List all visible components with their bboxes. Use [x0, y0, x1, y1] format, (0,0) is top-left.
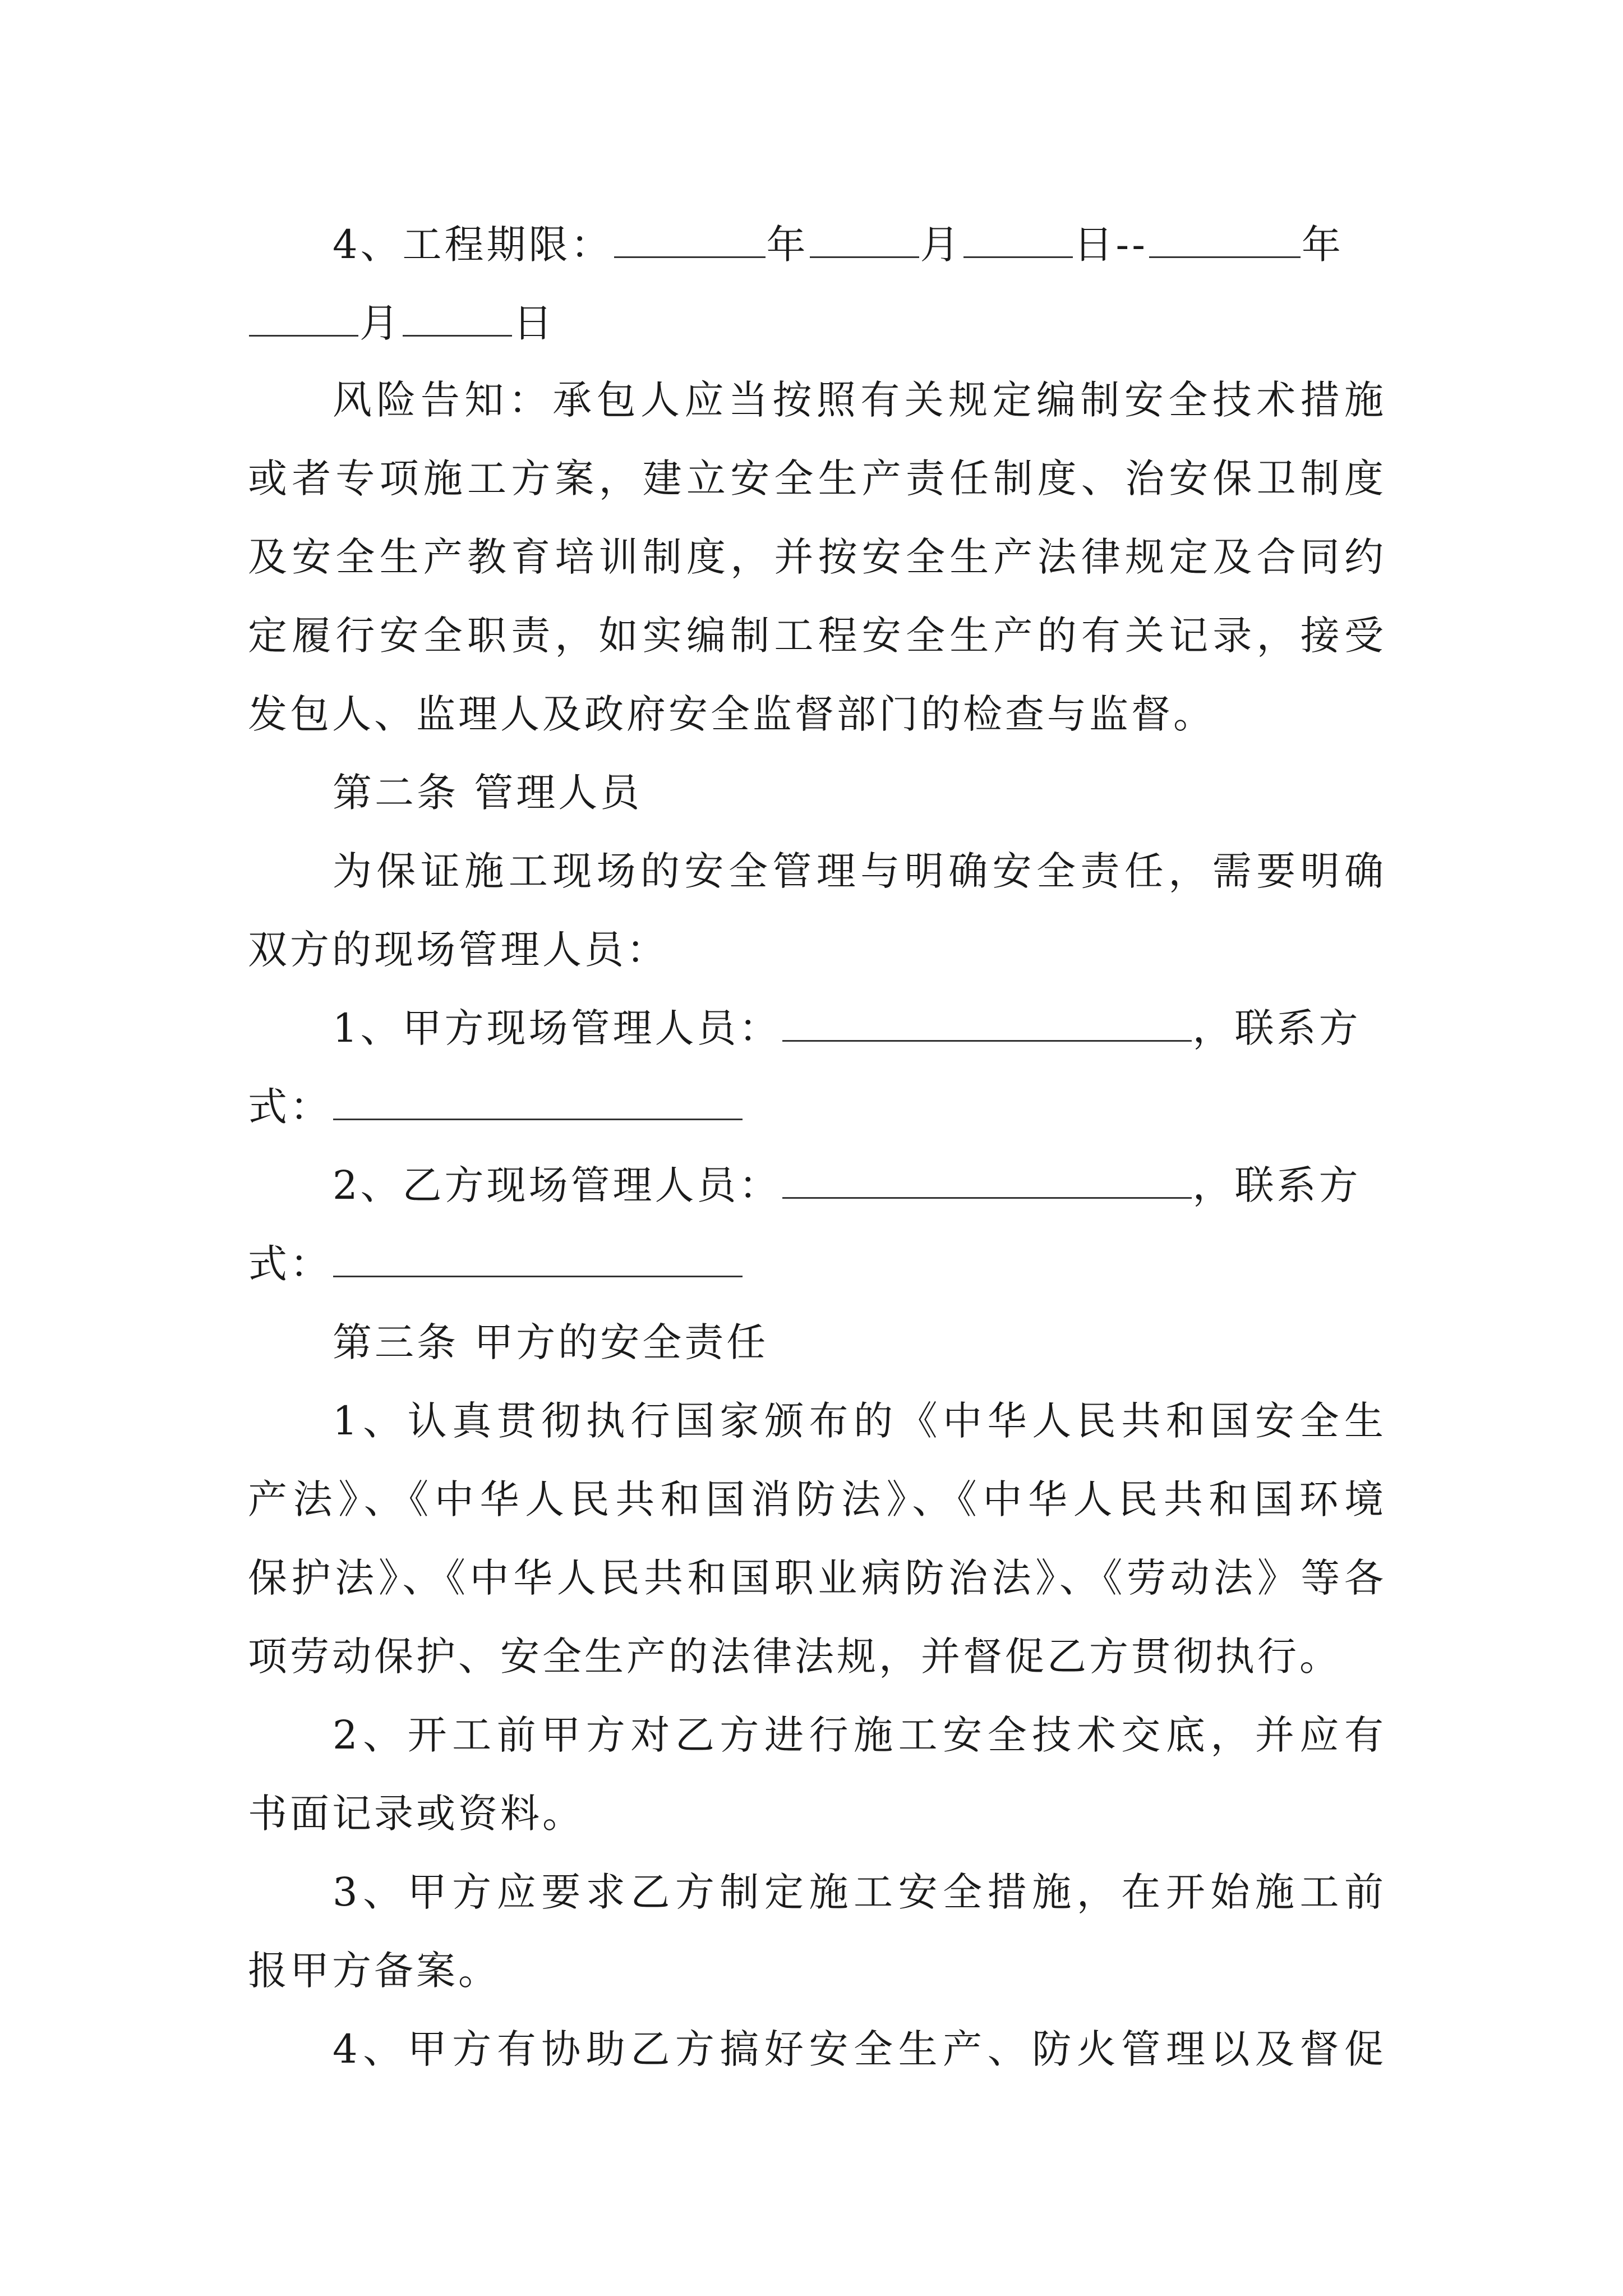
article-2-text: 双方的现场管理人员：: [248, 927, 668, 973]
article-3-item-2: 书面记录或资料。: [248, 1791, 584, 1837]
party-b-contact-line: [248, 1225, 1386, 1303]
party-a-manager-blank[interactable]: [782, 1009, 1192, 1042]
year-label: 年: [766, 222, 809, 268]
article-3-item-3: 报甲方备案。: [248, 1948, 500, 1994]
end-year-blank[interactable]: [1149, 225, 1301, 258]
risk-notice-line: 发包人、监理人及政府安全监督部门的检查与监督。: [248, 691, 1215, 737]
construction-period-line: [248, 205, 1386, 284]
day-range-label: 日--: [1073, 222, 1148, 268]
month-label: 月: [359, 300, 402, 346]
article-3-item-2: 2、开工前甲方对乙方进行施工安全技术交底，并应有: [333, 1712, 1386, 1758]
party-b-manager-blank[interactable]: [782, 1166, 1192, 1199]
article-2-text: 为保证施工现场的安全管理与明确安全责任，需要明确: [333, 848, 1386, 894]
year-label: 年: [1301, 222, 1344, 268]
risk-notice-line: 定履行安全职责，如实编制工程安全生产的有关记录，接受: [248, 613, 1386, 659]
risk-notice-line: 风险告知：承包人应当按照有关规定编制安全技术措施: [333, 377, 1386, 423]
party-b-manager-line: [248, 1146, 1386, 1225]
party-a-manager-line: [248, 989, 1386, 1068]
party-a-contact-line: [248, 1068, 1386, 1146]
article-3-item-1: 保护法》、《中华人民共和国职业病防治法》、《劳动法》等各: [248, 1555, 1386, 1601]
contact-label-cont: 式：: [248, 1084, 332, 1130]
construction-period-label: 4、工程期限：: [333, 222, 613, 268]
party-b-manager-label: 2、乙方现场管理人员：: [333, 1162, 781, 1208]
day-label: 日: [513, 300, 555, 346]
article-3-item-3: 3、甲方应要求乙方制定施工安全措施，在开始施工前: [333, 1869, 1386, 1915]
construction-period-line-cont: [248, 284, 1386, 362]
contact-label: ，联系方: [1192, 1005, 1361, 1051]
risk-notice-line: 或者专项施工方案，建立安全生产责任制度、治安保卫制度: [248, 455, 1386, 501]
document-page: [248, 0, 1386, 2296]
article-3-item-1: 产法》、《中华人民共和国消防法》、《中华人民共和国环境: [248, 1476, 1386, 1522]
party-a-manager-label: 1、甲方现场管理人员：: [333, 1005, 781, 1051]
start-year-blank[interactable]: [614, 225, 766, 258]
end-day-blank[interactable]: [403, 303, 512, 337]
party-b-contact-blank[interactable]: [333, 1244, 743, 1277]
contact-label-cont: 式：: [248, 1241, 332, 1287]
article-3-item-4: 4、甲方有协助乙方搞好安全生产、防火管理以及督促: [333, 2026, 1386, 2072]
article-3-heading: 第三条 甲方的安全责任: [333, 1319, 769, 1365]
start-day-blank[interactable]: [963, 225, 1073, 258]
party-a-contact-blank[interactable]: [333, 1087, 743, 1120]
article-3-item-1: 1、认真贯彻执行国家颁布的《中华人民共和国安全生: [333, 1398, 1386, 1444]
contact-label: ，联系方: [1192, 1162, 1361, 1208]
article-3-item-1: 项劳动保护、安全生产的法律法规，并督促乙方贯彻执行。: [248, 1634, 1341, 1680]
month-label: 月: [920, 222, 962, 268]
risk-notice-line: 及安全生产教育培训制度，并按安全生产法律规定及合同约: [248, 534, 1386, 580]
article-2-heading: 第二条 管理人员: [333, 770, 643, 816]
start-month-blank[interactable]: [810, 225, 919, 258]
end-month-blank[interactable]: [249, 303, 358, 337]
